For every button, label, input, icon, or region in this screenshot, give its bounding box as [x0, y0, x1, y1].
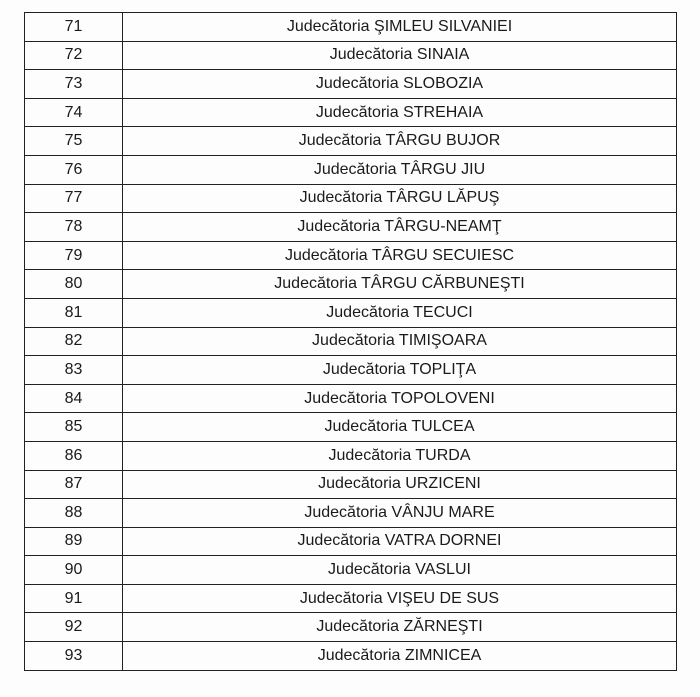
- table-row: [25, 13, 677, 42]
- court-name: Judecătoria SLOBOZIA: [123, 70, 677, 99]
- court-name: Judecătoria TÂRGU CĂRBUNEŞTI: [123, 270, 677, 299]
- table-row: [25, 556, 677, 585]
- court-name: Judecătoria VASLUI: [123, 556, 677, 585]
- row-number: 81: [25, 298, 123, 327]
- table-row: [25, 584, 677, 613]
- table-row: [25, 441, 677, 470]
- court-name: Judecătoria ZĂRNEŞTI: [123, 613, 677, 642]
- table-row: [25, 384, 677, 413]
- row-number: 73: [25, 70, 123, 99]
- court-name: Judecătoria TECUCI: [123, 298, 677, 327]
- court-name: Judecătoria SINAIA: [123, 41, 677, 70]
- row-number: 80: [25, 270, 123, 299]
- row-number: 75: [25, 127, 123, 156]
- table-row: [25, 527, 677, 556]
- court-name: Judecătoria TÂRGU-NEAMŢ: [123, 213, 677, 242]
- table-row: [25, 298, 677, 327]
- table-row: [25, 470, 677, 499]
- row-number: 91: [25, 584, 123, 613]
- row-number: 87: [25, 470, 123, 499]
- table-row: [25, 499, 677, 528]
- row-number: 93: [25, 642, 123, 671]
- court-name: Judecătoria TULCEA: [123, 413, 677, 442]
- row-number: 92: [25, 613, 123, 642]
- court-name: Judecătoria TOPOLOVENI: [123, 384, 677, 413]
- table-row: [25, 70, 677, 99]
- court-name: Judecătoria VÂNJU MARE: [123, 499, 677, 528]
- table-row: [25, 127, 677, 156]
- row-number: 89: [25, 527, 123, 556]
- row-number: 76: [25, 155, 123, 184]
- row-number: 79: [25, 241, 123, 270]
- courts-table-body: [25, 13, 677, 671]
- table-row: [25, 155, 677, 184]
- court-name: Judecătoria ŞIMLEU SILVANIEI: [123, 13, 677, 42]
- row-number: 90: [25, 556, 123, 585]
- row-number: 82: [25, 327, 123, 356]
- row-number: 78: [25, 213, 123, 242]
- row-number: 83: [25, 356, 123, 385]
- court-name: Judecătoria TÂRGU BUJOR: [123, 127, 677, 156]
- table-row: [25, 270, 677, 299]
- courts-table: [24, 12, 677, 671]
- table-row: [25, 642, 677, 671]
- row-number: 85: [25, 413, 123, 442]
- court-name: Judecătoria VIŞEU DE SUS: [123, 584, 677, 613]
- court-name: Judecătoria TÂRGU JIU: [123, 155, 677, 184]
- court-name: Judecătoria STREHAIA: [123, 98, 677, 127]
- row-number: 72: [25, 41, 123, 70]
- row-number: 77: [25, 184, 123, 213]
- table-row: [25, 241, 677, 270]
- court-name: Judecătoria TÂRGU LĂPUŞ: [123, 184, 677, 213]
- row-number: 71: [25, 13, 123, 42]
- court-name: Judecătoria TIMIŞOARA: [123, 327, 677, 356]
- table-row: [25, 413, 677, 442]
- table-row: [25, 98, 677, 127]
- table-row: [25, 41, 677, 70]
- court-name: Judecătoria TÂRGU SECUIESC: [123, 241, 677, 270]
- row-number: 74: [25, 98, 123, 127]
- table-row: [25, 184, 677, 213]
- court-name: Judecătoria URZICENI: [123, 470, 677, 499]
- table-row: [25, 213, 677, 242]
- table-row: [25, 356, 677, 385]
- court-name: Judecătoria TURDA: [123, 441, 677, 470]
- court-name: Judecătoria TOPLIŢA: [123, 356, 677, 385]
- court-name: Judecătoria ZIMNICEA: [123, 642, 677, 671]
- court-name: Judecătoria VATRA DORNEI: [123, 527, 677, 556]
- table-row: [25, 327, 677, 356]
- row-number: 88: [25, 499, 123, 528]
- row-number: 86: [25, 441, 123, 470]
- table-row: [25, 613, 677, 642]
- row-number: 84: [25, 384, 123, 413]
